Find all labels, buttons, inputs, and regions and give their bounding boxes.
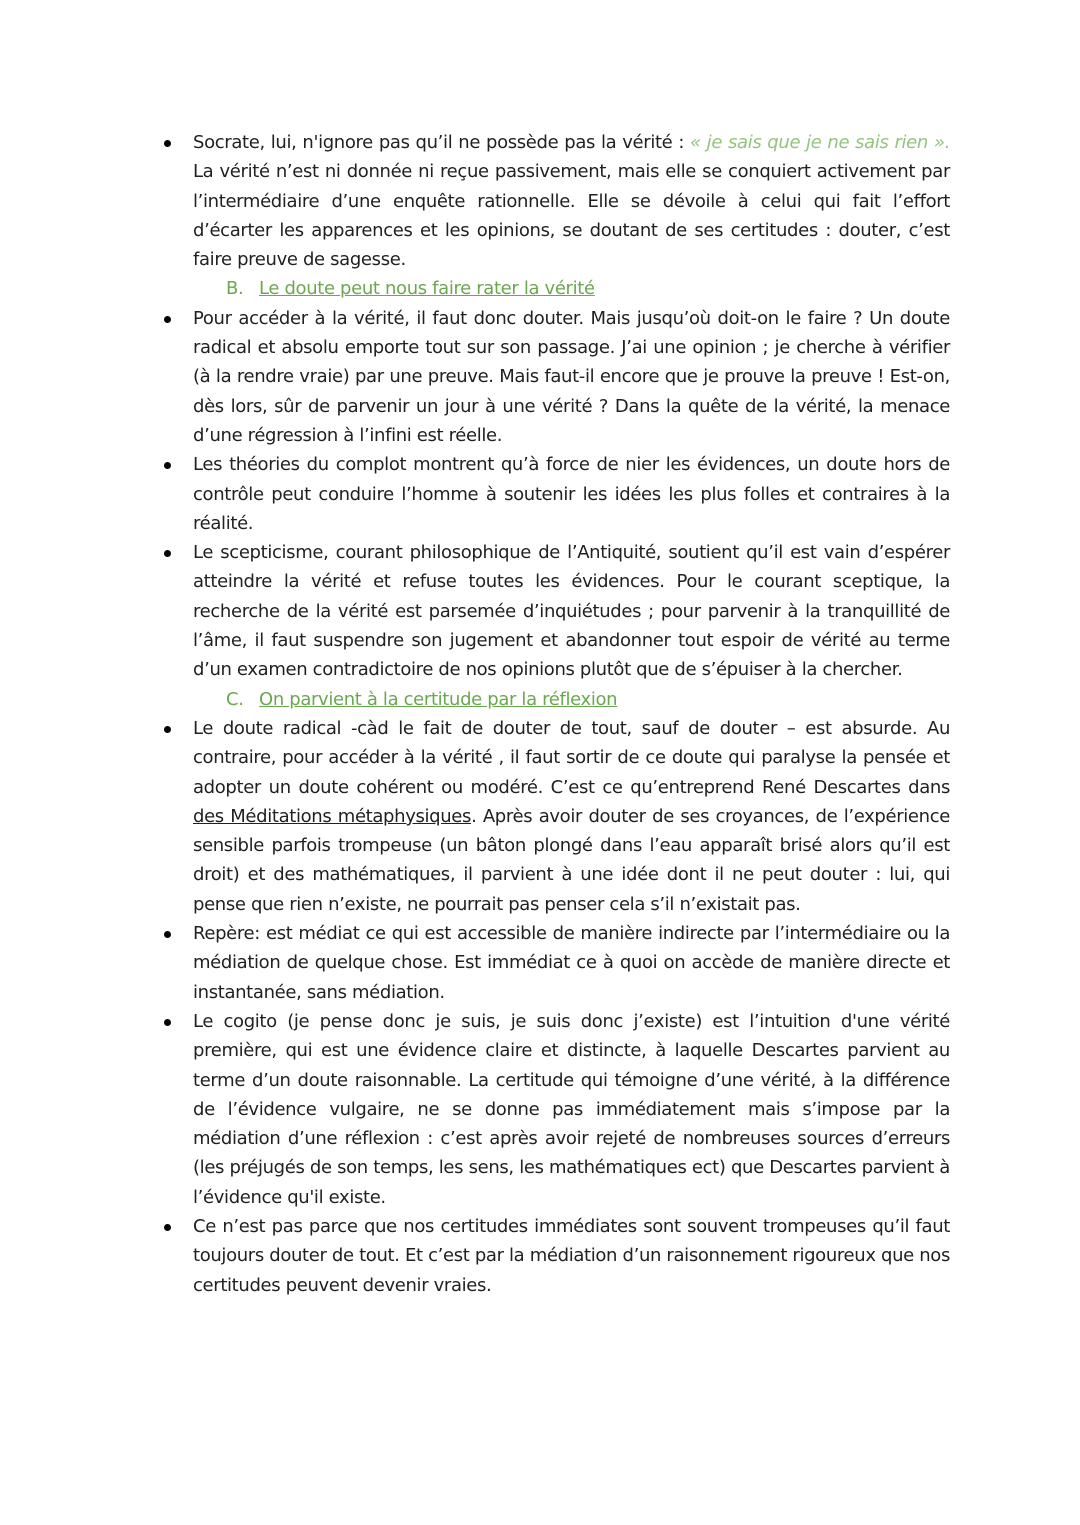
bullet-dot xyxy=(164,462,171,469)
paragraph-text: Le scepticisme, courant philosophique de l’Antiquité, soutient qu’il est vain d’espérer atteindre la vérité et refuse toutes les évidences. Pour le courant sceptique, la recherche de la vérité est parsemée d’inquiétudes ; pour parvenir à la tranquillité de l’âme, il faut suspendre son jugement et abandonner tout espoir de vérité au terme d’un examen contradictoire de nos opinions plutôt que de s’épuiser à la chercher. xyxy=(193,542,950,681)
paragraph-text: Ce n’est pas parce que nos certitudes immédiates sont souvent trompeuses qu’il faut toujours douter de tout. Et c’est par la médiation d’un raisonnement rigoureux que nos certitudes peuvent devenir vraies. xyxy=(193,1215,950,1296)
bullet-dot xyxy=(164,1224,171,1231)
section-title: On parvient à la certitude par la réflexion xyxy=(259,688,618,710)
socrate-quote: « je sais que je ne sais rien ». xyxy=(689,132,950,153)
bullet-dot xyxy=(164,1019,171,1026)
section-letter: B. xyxy=(226,278,244,300)
section-heading-b xyxy=(193,274,950,303)
paragraph-text: Pour accéder à la vérité, il faut donc douter. Mais jusqu’où doit-on le faire ? Un doute radical et absolu emporte tout sur son passage. J’ai une opinion ; je cherche à vérifier (à la rendre vraie) par une preuve. Mais faut-il encore que je prouve la preuve ! Est-on, dès lors, sûr de parvenir un jour à une vérité ? Dans la quête de la vérité, la menace d’une régression à l’infini est réelle. xyxy=(193,307,950,446)
paragraph-text: La vérité n’est ni donnée ni reçue passivement, mais elle se conquiert activement par l’intermédiaire d’une enquête rationnelle. Elle se dévoile à celui qui fait l’effort d’écarter les apparences et les opinions, se doutant de ses certitudes : douter, c’est faire preuve de sagesse. xyxy=(193,161,950,271)
paragraph-text: Les théories du complot montrent qu’à force de nier les évidences, un doute hors de contrôle peut conduire l’homme à soutenir les idées les plus folles et contraires à la réalité. xyxy=(193,454,950,534)
bullet-scepticisme xyxy=(193,538,950,684)
paragraph-text: Le cogito (je pense donc je suis, je suis donc j’existe) est l’intuition d'une vérité première, qui est une évidence claire et distincte, à laquelle Descartes parvient au terme d’un doute raisonnable. La certitude qui témoigne d’une vérité, à la différence de l’évidence vulgaire, ne se donne pas immédiatement mais s’impose par la médiation d’une réflexion : c’est après avoir rejeté de nombreuses sources d’erreurs (les préjugés de son temps, les sens, les mathématiques ect) que Descartes parvient à l’évidence qu'il existe. xyxy=(193,1010,950,1208)
paragraph-text: Repère: est médiat ce qui est accessible de manière indirecte par l’intermédiaire ou la médiation de quelque chose. Est immédiat ce à quoi on accède de manière directe et instantanée, sans médiation. xyxy=(193,923,950,1003)
bullet-cogito xyxy=(193,1007,950,1212)
bullet-doute-radical xyxy=(193,714,950,919)
section-heading-c xyxy=(193,685,950,714)
paragraph-text: . Après avoir douter de ses croyances, de l’expérience sensible parfois trompeuse (un bâton plongé dans l’eau apparaît brisé alors qu’il est droit) et des mathématiques, il parvient à une idée dont il ne peut douter : lui, qui pense que rien n’existe, ne pourrait pas penser cela s’il n’existait pas. xyxy=(193,805,950,915)
bullet-dot xyxy=(164,550,171,557)
section-title: Le doute peut nous faire rater la vérité xyxy=(259,278,595,300)
bullet-dot xyxy=(164,726,171,733)
bullet-dot xyxy=(164,140,171,147)
bullet-complot xyxy=(193,450,950,538)
bullet-repere xyxy=(193,919,950,1007)
bullet-conclusion xyxy=(193,1212,950,1300)
meditations-title: des Méditations métaphysiques xyxy=(193,805,472,827)
document-body xyxy=(193,128,950,1300)
bullet-douter xyxy=(193,304,950,450)
paragraph-text: Socrate, lui, n'ignore pas qu’il ne possède pas la vérité : xyxy=(193,132,690,153)
bullet-socrate xyxy=(193,128,950,274)
bullet-dot xyxy=(164,931,171,938)
section-letter: C. xyxy=(226,688,244,710)
paragraph-text: Le doute radical -càd le fait de douter de tout, sauf de douter – est absurde. Au contraire, pour accéder à la vérité , il faut sortir de ce doute qui paralyse la pensée et adopter un doute cohérent ou modéré. C’est ce qu’entreprend René Descartes dans xyxy=(193,717,950,798)
bullet-dot xyxy=(164,316,171,323)
